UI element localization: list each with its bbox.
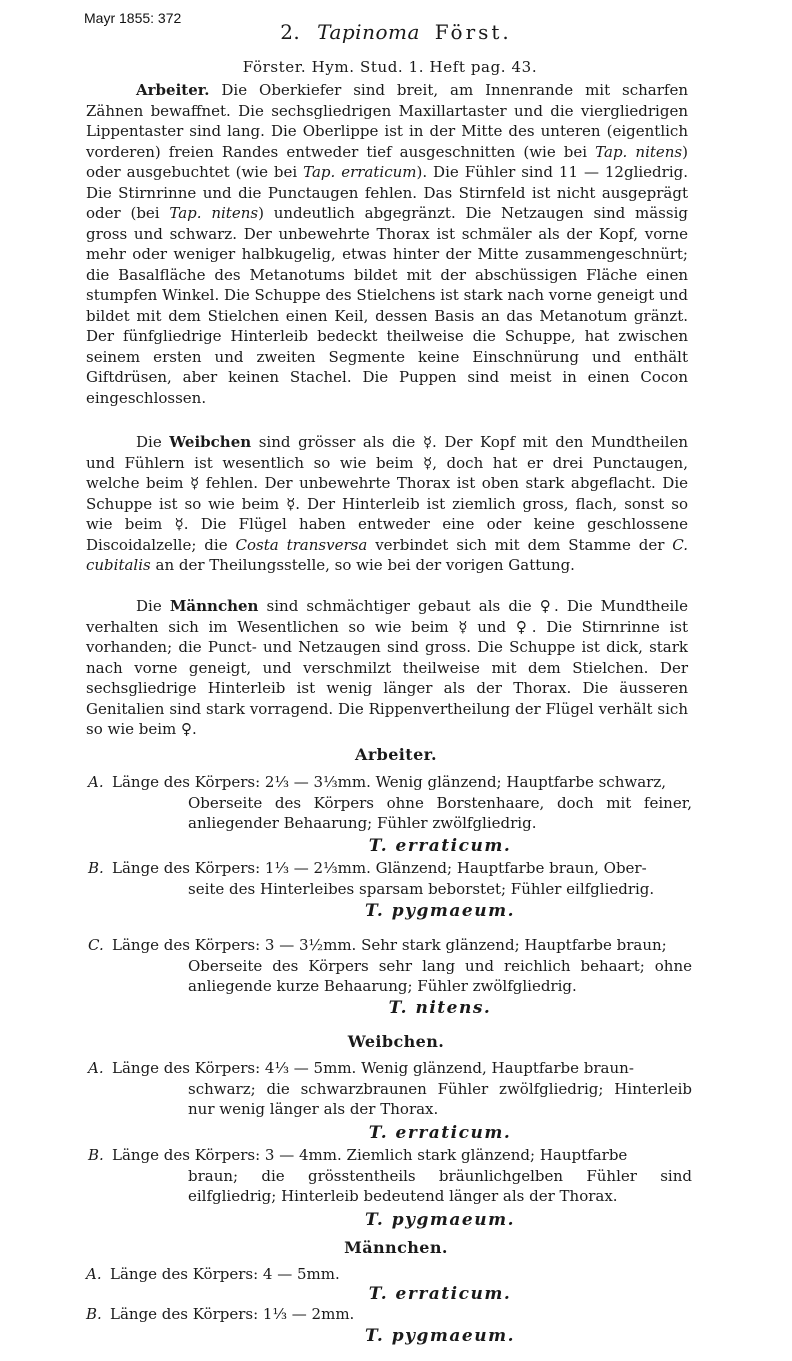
male-term: Männchen (169, 597, 259, 615)
male-description (86, 596, 688, 740)
worker-text: ) undeutlich abgegränzt. Die Netzaugen sind mässig gross und schwarz. Der unbewehrte Thorax ist schmäler als der Kopf, vorne mehr oder weniger halbkugelig, etwas hinter der Mitte zusammengeschnürt; die Basalfläche des Metanotums bildet mit der abschüssigen Fläche einen stumpfen Winkel. Die Schuppe des Stielchens ist stark nach vorne geneigt und bildet mit dem Stielchen einen Keil, dessen Basis an das Metanotum gränzt. Der fünfgliedrige Hinterleib bedeckt theilweise die Schuppe, hat zwischen seinem ersten und zweiten Segmente keine Einschnürung und enthält Giftdrüsen, aber keinen Stachel. Die Puppen sind meist in einen Cocon eingeschlossen. (86, 204, 688, 407)
key-letter: A. (88, 1059, 104, 1077)
female-text: Die (136, 433, 170, 451)
species-name: T. erraticum. (368, 1284, 512, 1304)
female-text: sind grösser als die ☿. Der Kopf mit den Mundtheilen und Fühlern ist wesentlich so wie beim ☿, doch hat er drei Punctaugen, welche beim ☿ fehlen. Der unbewehrte Thorax ist oben stark abgeflacht. Die Schuppe ist so wie beim ☿. Der Hinterleib ist ziemlich gross, flach, sonst so wie beim ☿. Die Flügel haben entweder eine oder keine geschlossene Discoidalzelle; die (86, 433, 688, 554)
species-name: T. pygmaeum. (364, 901, 516, 921)
genus-number: 2. (280, 20, 301, 44)
species-name: T. nitens. (388, 998, 492, 1018)
taxon-name: Costa transversa (235, 535, 368, 554)
key-letter: C. (88, 936, 104, 954)
female-text: an der Theilungsstelle, so wie bei der vorigen Gattung. (150, 556, 575, 574)
key-entry (88, 1058, 692, 1120)
key-entry (86, 1264, 690, 1285)
species-name: T. erraticum. (368, 1123, 512, 1143)
key-text: Länge des Körpers: 4⅓ — 5mm. Wenig glänzend, Hauptfarbe braun- (112, 1059, 634, 1077)
key-entry (88, 858, 692, 899)
key-heading-workers: Arbeiter. (355, 745, 437, 764)
species-name: T. pygmaeum. (364, 1210, 516, 1230)
key-letter: A. (86, 1265, 102, 1283)
key-text: Länge des Körpers: 1⅓ — 2mm. (110, 1305, 355, 1323)
key-text-cont: Oberseite des Körpers ohne Borstenhaare, doch mit feiner, anliegender Behaarung; Fühler zwölfgliedrig. (188, 793, 692, 832)
key-text-cont: Oberseite des Körpers sehr lang und reichlich behaart; ohne anliegende kurze Behaarung; Fühler zwölfgliedrig. (188, 956, 692, 995)
key-entry (88, 935, 692, 997)
worker-text: Die Oberkiefer sind breit, am Innenrande mit scharfen Zähnen bewaffnet. Die sechsgliedrigen Maxillartaster und die viergliedrigen Lippentaster sind lang. Die Oberlippe ist in der Mitte des unteren (eigentlich vorderen) freien Randes entweder tief ausgeschnitten (wie bei (86, 81, 688, 161)
key-heading-females: Weibchen. (347, 1032, 445, 1051)
taxon-name: Tap. nitens (595, 142, 683, 161)
key-heading-males: Männchen. (344, 1238, 448, 1257)
key-entry (88, 772, 692, 834)
key-letter: B. (88, 1146, 104, 1164)
key-text-cont: seite des Hinterleibes sparsam beborstet; Fühler eilfgliedrig. (188, 879, 655, 898)
key-entry (88, 1145, 692, 1207)
worker-text: ). Die Fühler sind 11 — 12gliedrig. Die Stirnrinne und die Punctaugen fehlen. Das Stirnfeld ist nicht ausgeprägt oder (bei (86, 163, 688, 222)
key-text-cont: schwarz; die schwarzbraunen Fühler zwölfgliedrig; Hinterleib nur wenig länger als der Thorax. (188, 1079, 692, 1118)
female-text: verbindet sich mit dem Stamme der (367, 535, 673, 554)
source-reference: Mayr 1855: 372 (84, 10, 182, 26)
female-term: Weibchen (169, 433, 252, 451)
key-text: Länge des Körpers: 4 — 5mm. (110, 1265, 340, 1283)
key-text: Länge des Körpers: 1⅓ — 2⅓mm. Glänzend; Hauptfarbe braun, Ober- (112, 859, 647, 877)
key-entry (86, 1304, 690, 1325)
taxon-name: Tap. erraticum (303, 163, 417, 181)
male-text: sind schmächtiger gebaut als die ♀. Die Mundtheile verhalten sich im Wesentlichen so wie beim ☿ und ♀. Die Stirnrinne ist vorhanden; die Punct- und Netzaugen sind gross. Die Schuppe ist dick, stark nach vorne geneigt, und verschmilzt theilweise mit dem Stielchen. Der sechsgliedrige Hinterleib ist wenig länger als der Thorax. Die äusseren Genitalien sind stark vorragend. Die Rippenvertheilung der Flügel verhält sich so wie beim ♀. (86, 597, 689, 738)
key-text: Länge des Körpers: 3 — 4mm. Ziemlich stark glänzend; Hauptfarbe (112, 1146, 628, 1164)
species-name: T. erraticum. (368, 836, 512, 856)
genus-author: Först. (434, 20, 512, 44)
key-letter: B. (86, 1305, 102, 1323)
key-letter: A. (88, 773, 104, 791)
worker-term: Arbeiter. (136, 81, 210, 99)
worker-description (86, 80, 688, 408)
taxon-name: C. cubitalis (86, 535, 689, 574)
key-text: Länge des Körpers: 2⅓ — 3⅓mm. Wenig glänzend; Hauptfarbe schwarz, (112, 773, 666, 791)
key-letter: B. (88, 859, 104, 877)
male-text: Die (136, 597, 170, 615)
female-description (86, 432, 688, 576)
key-text-cont: braun; die grösstentheils bräunlichgelben Fühler sind eilfgliedrig; Hinterleib bedeutend länger als der Thorax. (188, 1166, 692, 1205)
species-name: T. pygmaeum. (364, 1326, 516, 1346)
genus-name: Tapinoma (317, 20, 420, 44)
taxon-name: Tap. nitens (169, 204, 259, 222)
genus-title (0, 20, 792, 44)
worker-text: ) oder ausgebuchtet (wie bei (86, 142, 688, 181)
key-text: Länge des Körpers: 3 — 3½mm. Sehr stark glänzend; Hauptfarbe braun; (112, 936, 667, 954)
literature-citation: Förster. Hym. Stud. 1. Heft pag. 43. (242, 58, 538, 76)
